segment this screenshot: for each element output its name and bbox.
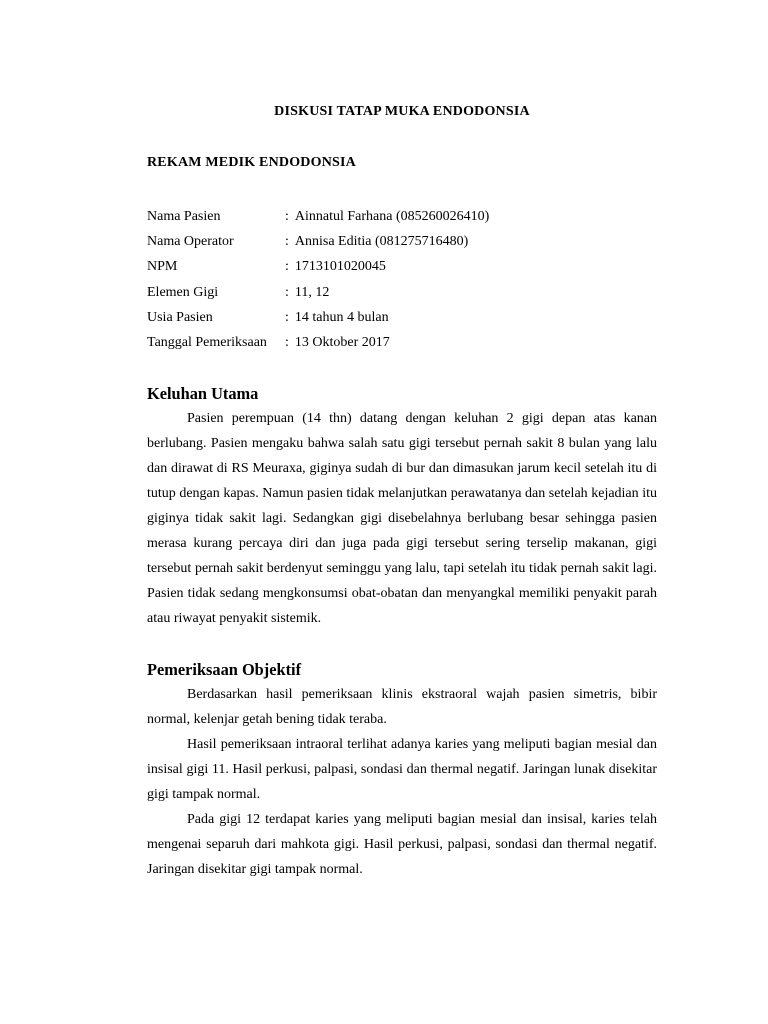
info-value: Ainnatul Farhana (085260026410): [294, 209, 490, 224]
info-separator: :: [285, 334, 289, 350]
info-value: 11, 12: [294, 284, 330, 300]
info-separator: :: [285, 209, 289, 224]
section-heading-keluhan-utama: Keluhan Utama: [147, 384, 259, 404]
info-value: 1713101020045: [294, 259, 386, 275]
info-separator: :: [285, 234, 289, 250]
info-separator: :: [285, 284, 289, 300]
info-label: Usia Pasien: [147, 309, 213, 325]
info-row-npm: [147, 254, 657, 279]
paragraph: Berdasarkan hasil pemeriksaan klinis ekstraoral wajah pasien simetris, bibir normal, kelenjar getah bening tidak teraba.: [147, 687, 657, 728]
info-row-elemen-gigi: [147, 280, 657, 305]
info-value: Annisa Editia (081275716480): [294, 234, 469, 250]
document-page: [147, 102, 657, 882]
document-title: DISKUSI TATAP MUKA ENDODONSIA: [274, 104, 530, 119]
info-value: 14 tahun 4 bulan: [294, 309, 389, 325]
info-label: NPM: [147, 259, 178, 275]
info-separator: :: [285, 309, 289, 325]
document-subtitle: REKAM MEDIK ENDODONSIA: [147, 155, 356, 170]
info-row-nama-operator: [147, 229, 657, 254]
patient-info-table: [147, 204, 657, 355]
section-heading-pemeriksaan-objektif: Pemeriksaan Objektif: [147, 660, 302, 680]
info-row-nama-pasien: [147, 204, 657, 229]
paragraph: Pasien perempuan (14 thn) datang dengan keluhan 2 gigi depan atas kanan berlubang. Pasien mengaku bahwa salah satu gigi tersebut pernah sakit 8 bulan yang lalu dan dirawat di RS Meuraxa, giginya sudah di bur dan dimasukan jarum kecil setelah itu di tutup dengan kapas. Namun pasien tidak melanjutkan perawatanya dan setelah kejadian itu giginya tidak sakit lagi. Sedangkan gigi disebelahnya berlubang besar sehingga pasien merasa kurang percaya diri dan juga pada gigi tersebut sering terselip makanan, gigi tersebut pernah sakit berdenyut seminggu yang lalu, tapi setelah itu tidak pernah sakit lagi. Pasien tidak sedang mengkonsumsi obat-obatan dan menyangkal memiliki penyakit parah atau riwayat penyakit sistemik.: [147, 411, 657, 627]
info-label: Tanggal Pemeriksaan: [147, 334, 267, 350]
info-row-tanggal-pemeriksaan: [147, 330, 657, 355]
info-row-usia-pasien: [147, 305, 657, 330]
info-label: Elemen Gigi: [147, 284, 219, 300]
info-separator: :: [285, 259, 289, 275]
paragraph: Hasil pemeriksaan intraoral terlihat adanya karies yang meliputi bagian mesial dan insisal gigi 11. Hasil perkusi, palpasi, sondasi dan thermal negatif. Jaringan lunak disekitar gigi tampak normal.: [147, 737, 657, 803]
paragraph: Pada gigi 12 terdapat karies yang meliputi bagian mesial dan insisal, karies telah mengenai separuh dari mahkota gigi. Hasil perkusi, palpasi, sondasi dan thermal negatif. Jaringan disekitar gigi tampak normal.: [147, 812, 657, 878]
info-label: Nama Pasien: [147, 209, 221, 224]
info-label: Nama Operator: [147, 234, 234, 250]
info-value: 13 Oktober 2017: [294, 334, 390, 350]
